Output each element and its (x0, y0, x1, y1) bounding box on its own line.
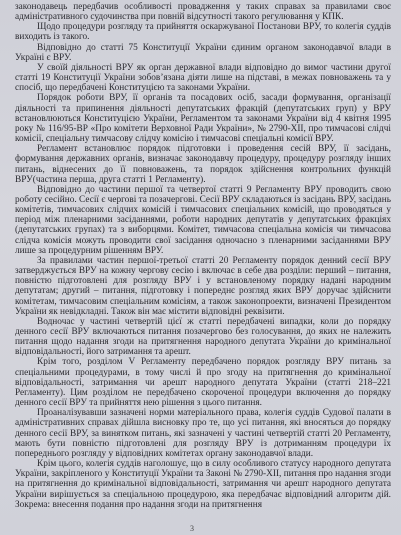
paragraph-11: Проаналізувавши зазначені норми матеріального права, колегія суддів Судової палати в адміністративних справах дійшла висновку про те, що усі питання, які вносяться до порядку денного сесії ВРУ, за винятком питань, які зазначені у частині четвертій статті 20 Регламенту, мають бути повністю підготовлені для розгляду ВРУ із дотриманням процедури їх попереднього розгляду у відповідних комітетах органу законодавчої влади. (15, 408, 391, 459)
paragraph-7: Відповідно до частини першої та четвертої статті 9 Регламенту ВРУ проводить свою роботу сесійно. Сесії є чергові та позачергові. Сесії ВРУ складаються із засідань ВРУ, засідань комітетів, тимчасових слідчих комісій і тимчасових спеціальних комісій, що проводяться у період між пленарними засіданнями, роботи народних депутатів у депутатських фракціях (депутатських групах) та з виборцями. Комітет, тимчасова спеціальна комісія чи тимчасова слідча комісія можуть проводити свої засідання одночасно з пленарними засіданнями ВРУ лише за процедурним рішенням ВРУ. (15, 184, 391, 256)
paragraph-12: Крім цього, колегія суддів наголошує, що в силу особливого статусу народного депутата України, закріпленого у Конституції України та Законі № 2790-XII, питання про надання згоди на притягнення до кримінальної відповідальності, затримання чи арешт народного депутата України вирішується за спеціальною процедурою, яка передбачає відповідний алгоритм дій. Зокрема: внесення подання про надання згоди на притягнення (15, 459, 391, 510)
paragraph-6: Регламент встановлює порядок підготовки і проведення сесій ВРУ, її засідань, формування державних органів, визначає законодавчу процедуру, процедуру розгляду інших питань, віднесених до її повноважень, та порядок здійснення контрольних функцій ВРУ(частина перша, друга статті 1 Регламенту). (15, 144, 391, 185)
paragraph-3: Відповідно до статті 75 Конституції України єдиним органом законодавчої влади в Україні є ВРУ. (15, 42, 391, 63)
paragraph-10: Крім того, розділом V Регламенту передбачено порядок розгляду ВРУ питань за спеціальними процедурами, в тому числі й про згоду на притягнення до кримінальної відповідальності, затримання чи арешт народного депутата України (статті 218–221 Регламенту). Цим розділом не передбачено скороченої процедури включення до порядку денного сесії ВРУ та прийняття нею рішення з цього питання. (15, 357, 391, 409)
paragraph-5: Порядок роботи ВРУ, її органів та посадових осіб, засади формування, організації діяльності та припинення діяльності депутатських фракцій (депутатських груп) у ВРУ встановлюються Конституцією України, Регламентом та законами України від 4 квітня 1995 року № 116/95-ВР «Про комітети Верховної Ради України», № 2790-XII, про тимчасові слідчі комісії, спеціальну тимчасову слідчу комісію і тимчасові спеціальні комісії ВРУ. (15, 93, 391, 145)
paragraph-8: За правилами частин першої-третьої статті 20 Регламенту порядок денний сесії ВРУ затверджується ВРУ на кожну чергову сесію і включає в себе два розділи: перший – питання, повністю підготовлені для розгляду ВРУ і у встановленому порядку надані народним депутатам; другий – питання, підготовку і попереднє розгляд яких ВРУ доручає здійснити комітетам, тимчасовим спеціальним комісіям, а також законопроекти, визначені Президентом України як невідкладні. Також він має містити відповідні реквізити. (15, 255, 391, 317)
page-number: 3 (190, 524, 194, 533)
paragraph-2: Щодо процедури розгляду та прийняття оскаржуваної Постанови ВРУ, то колегія суддів виходить із такого. (15, 22, 391, 43)
paragraph-4: У своїй діяльності ВРУ як орган державної влади відповідно до вимог частини другої статті 19 Конституції України зобов’язана діяти лише на підставі, в межах повноважень та у спосіб, що передбачені Конституцією та законами України. (15, 62, 391, 94)
paragraph-1: законодавець передбачив особливості провадження у таких справах за правилами своє адміністративного судочинства при повній відсутності такого регулювання у КПК. (15, 2, 391, 23)
paragraph-9: Водночас у частині четвертій цієї ж статті передбачені випадки, коли до порядку денного сесії ВРУ включаються питання позачергово без голосування, до яких не належить питання щодо надання згоди на притягнення народного депутата України до кримінальної відповідальності, його затримання та арешт. (15, 316, 391, 358)
